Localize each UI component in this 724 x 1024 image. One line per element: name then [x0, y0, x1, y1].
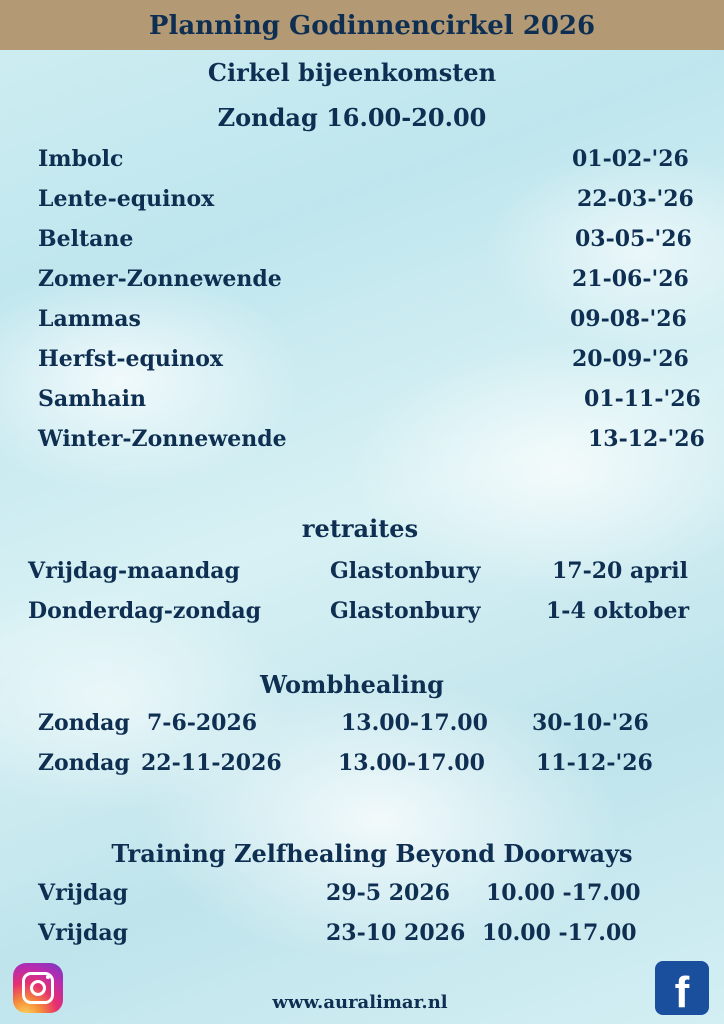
wombhealing-date: 7-6-2026 [147, 710, 258, 736]
training-time: 10.00 -17.00 [482, 920, 637, 946]
wombhealing-extra: 11-12-'26 [536, 750, 653, 776]
cirkel-item-date: 03-05-'26 [575, 226, 692, 252]
cirkel-heading: Cirkel bijeenkomsten [207, 58, 497, 87]
instagram-icon-lens [30, 980, 46, 996]
training-day: Vrijdag [38, 920, 128, 946]
retraite-dates: 17-20 april [552, 558, 688, 584]
cirkel-item-name: Imbolc [38, 146, 124, 172]
wombhealing-date: 22-11-2026 [141, 750, 282, 776]
training-time: 10.00 -17.00 [486, 880, 641, 906]
cirkel-item-name: Herfst-equinox [38, 346, 224, 372]
website-link[interactable]: www.auralimar.nl [272, 992, 448, 1013]
cirkel-item-date: 22-03-'26 [577, 186, 694, 212]
cirkel-item-name: Zomer-Zonnewende [38, 266, 282, 292]
retraite-dates: 1-4 oktober [546, 598, 690, 624]
retraites-heading: retraites [301, 514, 419, 543]
wombhealing-time: 13.00-17.00 [338, 750, 485, 776]
training-date: 29-5 2026 [326, 880, 450, 906]
cirkel-item-name: Lammas [38, 306, 141, 332]
cirkel-item-date: 21-06-'26 [572, 266, 689, 292]
wombhealing-extra: 30-10-'26 [532, 710, 649, 736]
cirkel-time: Zondag 16.00-20.00 [217, 103, 487, 132]
retraite-place: Glastonbury [330, 598, 481, 624]
cirkel-item-name: Samhain [38, 386, 147, 412]
facebook-icon[interactable] [655, 961, 709, 1015]
cirkel-item-date: 20-09-'26 [572, 346, 689, 372]
cirkel-item-date: 13-12-'26 [588, 426, 705, 452]
cirkel-item-date: 09-08-'26 [570, 306, 687, 332]
wombhealing-day: Zondag [38, 710, 130, 736]
cirkel-item-date: 01-02-'26 [572, 146, 689, 172]
wombhealing-day: Zondag [38, 750, 130, 776]
retraite-place: Glastonbury [330, 558, 481, 584]
cirkel-item-name: Beltane [38, 226, 134, 252]
cirkel-item-name: Winter-Zonnewende [38, 426, 287, 452]
cirkel-item-name: Lente-equinox [38, 186, 215, 212]
retraite-days: Donderdag-zondag [28, 598, 262, 624]
training-heading: Training Zelfhealing Beyond Doorways [111, 839, 633, 868]
training-date: 23-10 2026 [326, 920, 466, 946]
retraite-days: Vrijdag-maandag [28, 558, 240, 584]
instagram-icon-dot [46, 975, 50, 979]
instagram-icon[interactable] [13, 963, 63, 1013]
wombhealing-heading: Wombhealing [260, 670, 444, 699]
wombhealing-time: 13.00-17.00 [341, 710, 488, 736]
training-day: Vrijdag [38, 880, 128, 906]
cirkel-item-date: 01-11-'26 [584, 386, 701, 412]
facebook-icon-glyph: f [674, 968, 690, 1015]
page-title: Planning Godinnencirkel 2026 [148, 11, 596, 41]
